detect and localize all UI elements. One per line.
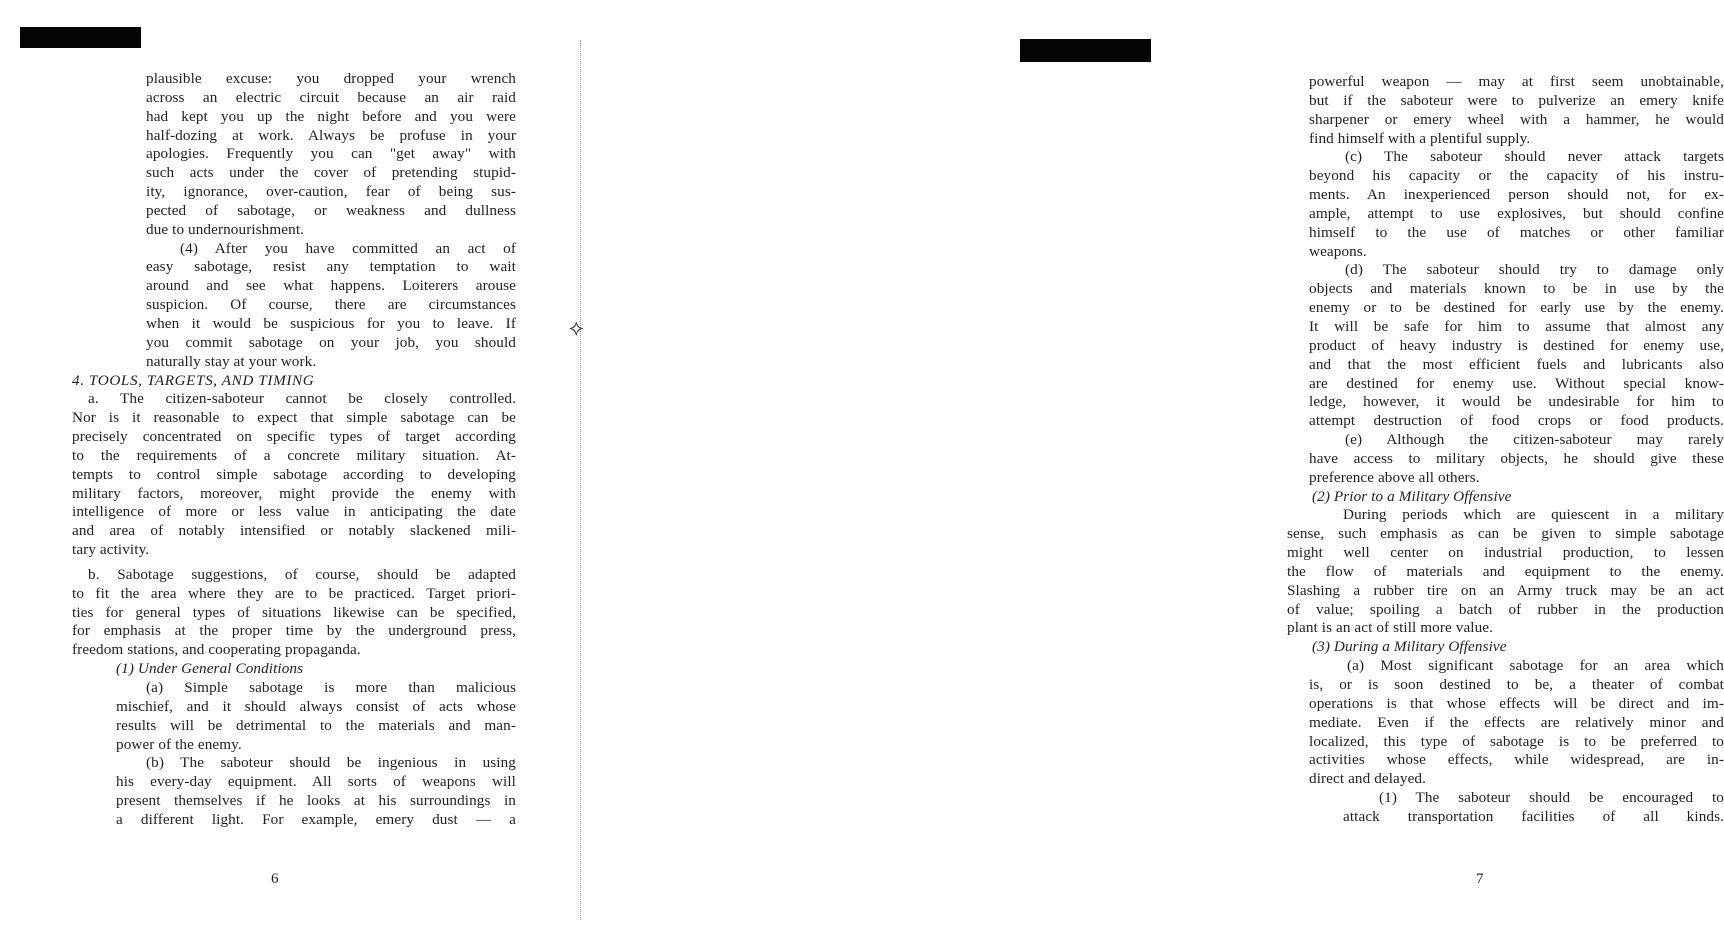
text-line: due to undernourishment. bbox=[146, 220, 305, 238]
text-line: ample, attempt to use explosives, but should confine bbox=[1309, 204, 1724, 222]
text-line: ledge, however, it would be undesirable for him to bbox=[1309, 393, 1724, 411]
right-page-text bbox=[1287, 73, 1724, 827]
text-line: b. Sabotage suggestions, of course, should be adapted bbox=[88, 565, 516, 583]
left-page bbox=[0, 0, 580, 940]
text-line: (d) The saboteur should try to damage only bbox=[1345, 261, 1724, 279]
text-line: apologies. Frequently you can "get away" with bbox=[146, 145, 516, 163]
page-gutter bbox=[580, 40, 582, 920]
text-line: intelligence of more or less value in anticipating the date bbox=[72, 503, 516, 521]
text-line: (2) Prior to a Military Offensive bbox=[1312, 487, 1512, 505]
text-line: (b) The saboteur should be ingenious in using bbox=[146, 754, 516, 772]
text-line: for emphasis at the proper time by the underground press, bbox=[72, 622, 516, 640]
text-line: when it would be suspicious for you to leave. If bbox=[146, 314, 516, 332]
text-line: ties for general types of situations likewise can be specified, bbox=[72, 603, 516, 621]
right-page bbox=[600, 0, 1724, 940]
text-line: preference above all others. bbox=[1309, 468, 1480, 486]
text-line: precisely concentrated on specific types of target according bbox=[72, 428, 516, 446]
text-line: (4) After you have committed an act of bbox=[180, 239, 516, 257]
text-line: plausible excuse: you dropped your wrench bbox=[146, 70, 516, 87]
text-line: (c) The saboteur should never attack targets bbox=[1345, 148, 1724, 166]
text-line: weapons. bbox=[1309, 242, 1367, 260]
text-line: mediate. Even if the effects are relatively minor and bbox=[1309, 713, 1724, 731]
text-line: operations is that whose effects will be direct and im- bbox=[1309, 694, 1724, 712]
text-line: but if the saboteur were to pulverize an emery knife bbox=[1309, 91, 1724, 109]
text-line: and that the most efficient fuels and lubricants also bbox=[1309, 355, 1724, 373]
text-line: a. The citizen-saboteur cannot be closely controlled. bbox=[88, 390, 516, 408]
text-line: military factors, moreover, might provide the enemy with bbox=[72, 484, 516, 502]
text-line: (a) Simple sabotage is more than malicious bbox=[146, 679, 516, 696]
text-line: across an electric circuit because an air raid bbox=[146, 88, 516, 106]
text-line: had kept you up the night before and you were bbox=[146, 107, 516, 125]
text-line: plant is an act of still more value. bbox=[1287, 619, 1494, 637]
text-line: the flow of materials and equipment to the enemy. bbox=[1287, 562, 1724, 580]
text-line: ity, ignorance, over-caution, fear of being sus- bbox=[146, 183, 516, 201]
text-line: results will be detrimental to the materials and man- bbox=[116, 716, 516, 734]
text-line: sense, such emphasis as can be given to simple sabotage bbox=[1287, 525, 1724, 543]
text-line: enemy or to be destined for early use by the enemy. bbox=[1309, 299, 1724, 317]
text-line: mischief, and it should always consist of acts whose bbox=[116, 697, 516, 715]
right-page-number: 7 bbox=[1476, 871, 1484, 887]
binding-mark-icon: ⟡ bbox=[569, 316, 584, 341]
text-line: present themselves if he looks at his surroundings in bbox=[116, 792, 516, 810]
text-line: Slashing a rubber tire on an Army truck may be an act bbox=[1287, 581, 1724, 599]
text-line: (a) Most significant sabotage for an area which bbox=[1347, 657, 1724, 675]
text-line: half-dozing at work. Always be profuse in your bbox=[146, 126, 516, 144]
text-line: product of heavy industry is destined for enemy use, bbox=[1309, 336, 1724, 354]
left-page-text bbox=[72, 70, 516, 830]
text-line: activities whose effects, while widespread, are in- bbox=[1309, 751, 1724, 769]
text-line: of value; spoiling a batch of rubber in the production bbox=[1287, 600, 1724, 618]
text-line: and area of notably intensified or notably slackened mili- bbox=[72, 522, 516, 540]
text-line: freedom stations, and cooperating propaganda. bbox=[72, 641, 361, 659]
text-line: During periods which are quiescent in a military bbox=[1343, 506, 1724, 524]
text-line: (1) The saboteur should be encouraged to bbox=[1379, 789, 1724, 807]
text-line: have access to military objects, he should give these bbox=[1309, 449, 1724, 467]
text-line: Nor is it reasonable to expect that simple sabotage can be bbox=[72, 409, 516, 427]
text-line: attempt destruction of food crops or food products. bbox=[1309, 412, 1724, 430]
text-line: (1) Under General Conditions bbox=[116, 660, 304, 678]
text-line: It will be safe for him to assume that almost any bbox=[1309, 317, 1724, 335]
text-line: powerful weapon — may at first seem unobtainable, bbox=[1309, 73, 1724, 90]
text-line: 4. TOOLS, TARGETS, AND TIMING bbox=[72, 371, 315, 389]
text-line: tary activity. bbox=[72, 541, 150, 559]
text-line: such acts under the cover of pretending stupid- bbox=[146, 164, 516, 182]
text-line: objects and materials known to be in use by the bbox=[1309, 280, 1724, 298]
text-line: to fit the area where they are to be practiced. Target priori- bbox=[72, 584, 516, 602]
text-line: a different light. For example, emery dust — a bbox=[116, 810, 516, 828]
text-line: direct and delayed. bbox=[1309, 770, 1427, 788]
text-line: tempts to control simple sabotage according to developing bbox=[72, 465, 516, 483]
text-line: easy sabotage, resist any temptation to wait bbox=[146, 258, 516, 276]
text-line: ments. An inexperienced person should not, for ex- bbox=[1309, 186, 1724, 204]
text-line: might well center on industrial production, to lessen bbox=[1287, 544, 1724, 562]
text-line: power of the enemy. bbox=[116, 735, 242, 753]
text-line: suspicion. Of course, there are circumstances bbox=[146, 296, 516, 314]
text-line: pected of sabotage, or weakness and dullness bbox=[146, 201, 516, 219]
text-line: (3) During a Military Offensive bbox=[1312, 638, 1507, 656]
text-line: are destined for enemy use. Without special know- bbox=[1309, 374, 1724, 392]
text-line: (e) Although the citizen-saboteur may rarely bbox=[1345, 431, 1724, 449]
text-line: you commit sabotage on your job, you should bbox=[146, 333, 516, 351]
text-line: his every-day equipment. All sorts of weapons will bbox=[116, 773, 516, 791]
text-line: is, or is soon destined to be, a theater of combat bbox=[1309, 676, 1724, 693]
text-line: beyond his capacity or the capacity of his instru- bbox=[1309, 167, 1724, 185]
text-line: localized, this type of sabotage is to be preferred to bbox=[1309, 732, 1724, 750]
text-line: around and see what happens. Loiterers arouse bbox=[146, 277, 516, 295]
text-line: naturally stay at your work. bbox=[146, 352, 317, 370]
text-line: find himself with a plentiful supply. bbox=[1309, 129, 1531, 147]
left-page-number: 6 bbox=[271, 871, 279, 887]
text-line: sharpener or emery wheel with a hammer, he would bbox=[1309, 110, 1724, 128]
text-line: himself to the use of matches or other familiar bbox=[1309, 223, 1724, 241]
text-line: attack transportation facilities of all kinds. bbox=[1343, 807, 1724, 825]
text-line: to the requirements of a concrete military situation. At- bbox=[72, 446, 516, 464]
